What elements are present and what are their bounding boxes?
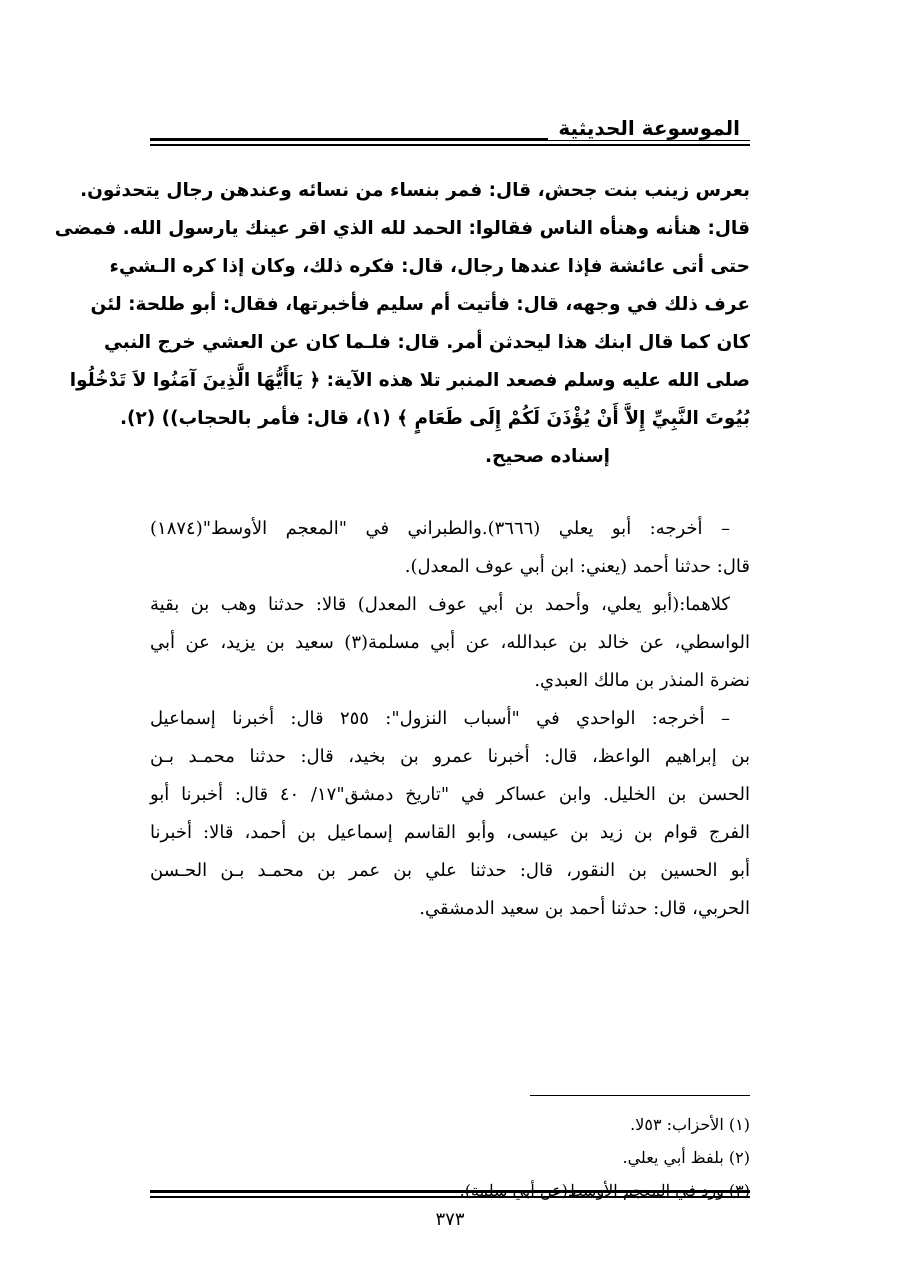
text-line: أبو الحسين بن النقور، قال: حدثنا علي بن عمر بن محمـد بـن الحـسن [150,860,750,881]
header-rule-thin [150,144,750,146]
text-line: – أخرجه: أبو يعلي (٣٦٦٦).والطبراني في "المعجم الأوسط"(١٨٧٤) [150,518,731,539]
text-line: عرف ذلك في وجهه، قال: فأتيت أم سليم فأخبرتها، فقال: أبو طلحة: لئن [90,294,750,315]
text-line: الحربي، قال: حدثنا أحمد بن سعيد الدمشقي. [419,898,750,919]
footnote: (١) الأحزاب: ٥٣لا. [630,1115,750,1134]
text-line: بُيُوتَ النَّبِيِّ إِلاَّ أَنْ يُؤْذَنَ لَكُمْ إِلَى طَعَامٍ ﴾ (١)، قال: فأمر بالحجاب)) (٢). [120,408,750,429]
footnote-separator [530,1095,750,1096]
text-line: الفرج قوام بن زيد بن عيسى، وأبو القاسم إسماعيل بن أحمد، قالا: أخبرنا [150,822,750,843]
footnote: (٢) بلفظ أبي يعلي. [622,1148,750,1167]
text-line: حتى أتى عائشة فإذا عندها رجال، قال: فكره ذلك، وكان إذا كره الـشيء [109,256,750,277]
footer-rule-thick [150,1190,750,1193]
main-text-bold [54,172,750,476]
main-text-takhrij [150,510,750,928]
header-rule [150,116,750,152]
text-line: قال: هنأنه وهنأه الناس فقالوا: الحمد لله الذي اقر عينك يارسول الله. فمضى [54,218,750,239]
text-line: نضرة المنذر بن مالك العبدي. [534,670,750,691]
text-line: – أخرجه: الواحدي في "أسباب النزول": ٢٥٥ قال: أخبرنا إسماعيل [150,708,730,729]
page-number: ٣٧٣ [435,1209,465,1230]
footer-rule [150,1190,750,1198]
text-line: بعرس زينب بنت جحش، قال: فمر بنساء من نسائه وعندهن رجال يتحدثون. [80,180,750,201]
text-line: كلاهما:(أبو يعلي، وأحمد بن أبي عوف المعدل) قالا: حدثنا وهب بن بقية [150,594,730,615]
text-line: الحسن بن الخليل. وابن عساكر في "تاريخ دمشق"١٧/ ٤٠ قال: أخبرنا أبو [150,784,750,805]
footer-rule-thin [150,1196,750,1198]
isnad-grade: إسناده صحيح. [484,446,610,467]
text-line: كان كما قال ابنك هذا ليحدثن أمر. قال: فلـما كان عن العشي خرج النبي [104,332,750,353]
header-title: الموسوعة الحديثية [548,116,750,140]
text-line: بن إبراهيم الواعظ، قال: أخبرنا عمرو بن بخيد، قال: حدثنا محمـد بـن [150,746,750,767]
text-line: الواسطي، عن خالد بن عبدالله، عن أبي مسلمة(٣) سعيد بن يزيد، عن أبي [150,632,751,653]
text-line: قال: حدثنا أحمد (يعني: ابن أبي عوف المعدل). [404,556,750,577]
text-line: صلى الله عليه وسلم فصعد المنبر تلا هذه الآية: ﴿ يَاأَيُّهَا الَّذِينَ آمَنُوا لاَ تَدْخُلُوا [69,370,750,391]
